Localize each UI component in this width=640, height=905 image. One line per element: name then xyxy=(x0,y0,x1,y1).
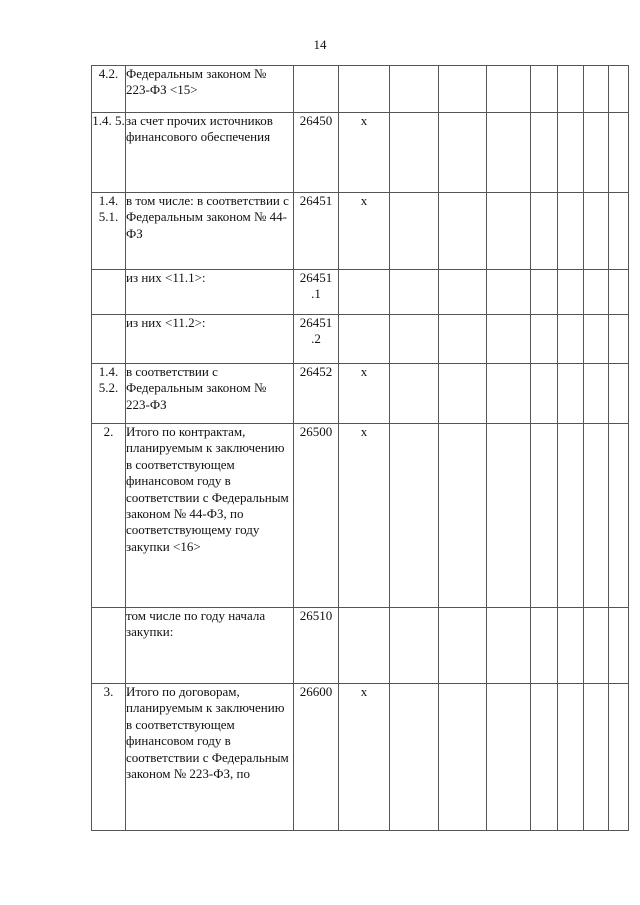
row-label: Итого по договорам, планируемым к заключению в соответствующем финансовом году в соответствии с Федеральным законом № 223-ФЗ, по xyxy=(126,684,294,831)
empty-cell xyxy=(390,113,439,193)
row-label: из них <11.1>: xyxy=(126,270,294,315)
table-row xyxy=(92,684,629,831)
empty-cell xyxy=(531,424,558,608)
row-x-mark: x xyxy=(339,684,390,831)
empty-cell xyxy=(584,113,609,193)
empty-cell xyxy=(487,608,531,684)
row-number xyxy=(92,608,126,684)
empty-cell xyxy=(609,608,629,684)
empty-cell xyxy=(531,270,558,315)
empty-cell xyxy=(439,270,487,315)
empty-cell xyxy=(439,113,487,193)
row-number xyxy=(92,270,126,315)
row-number: 2. xyxy=(92,424,126,608)
row-code: 26500 xyxy=(294,424,339,608)
row-x-mark xyxy=(339,66,390,113)
empty-cell xyxy=(558,113,584,193)
table-row xyxy=(92,315,629,364)
empty-cell xyxy=(487,424,531,608)
row-code: 26451 .2 xyxy=(294,315,339,364)
row-code: 26451 .1 xyxy=(294,270,339,315)
row-x-mark: x xyxy=(339,113,390,193)
row-number: 1.4. 5. xyxy=(92,113,126,193)
row-x-mark xyxy=(339,270,390,315)
empty-cell xyxy=(439,684,487,831)
empty-cell xyxy=(390,364,439,424)
empty-cell xyxy=(558,424,584,608)
table-row xyxy=(92,364,629,424)
empty-cell xyxy=(584,684,609,831)
empty-cell xyxy=(531,684,558,831)
row-label: том числе по году начала закупки: xyxy=(126,608,294,684)
empty-cell xyxy=(487,270,531,315)
row-code: 26451 xyxy=(294,193,339,270)
empty-cell xyxy=(609,364,629,424)
empty-cell xyxy=(439,424,487,608)
empty-cell xyxy=(487,315,531,364)
row-code: 26450 xyxy=(294,113,339,193)
empty-cell xyxy=(609,113,629,193)
row-x-mark: x xyxy=(339,364,390,424)
empty-cell xyxy=(439,608,487,684)
row-code: 26600 xyxy=(294,684,339,831)
page-number: 14 xyxy=(313,37,327,52)
empty-cell xyxy=(609,315,629,364)
row-label: в том числе: в соответствии с Федеральным законом № 44-ФЗ xyxy=(126,193,294,270)
empty-cell xyxy=(531,113,558,193)
row-x-mark: x xyxy=(339,193,390,270)
row-number: 3. xyxy=(92,684,126,831)
table-row xyxy=(92,424,629,608)
empty-cell xyxy=(558,193,584,270)
empty-cell xyxy=(487,113,531,193)
empty-cell xyxy=(390,270,439,315)
empty-cell xyxy=(487,193,531,270)
empty-cell xyxy=(558,364,584,424)
empty-cell xyxy=(558,315,584,364)
empty-cell xyxy=(390,193,439,270)
empty-cell xyxy=(390,424,439,608)
empty-cell xyxy=(584,315,609,364)
row-x-mark: x xyxy=(339,424,390,608)
table-row xyxy=(92,270,629,315)
empty-cell xyxy=(439,364,487,424)
row-number: 1.4. 5.1. xyxy=(92,193,126,270)
empty-cell xyxy=(487,684,531,831)
empty-cell xyxy=(584,364,609,424)
empty-cell xyxy=(531,315,558,364)
empty-cell xyxy=(609,193,629,270)
row-label: в соответствии с Федеральным законом № 223-ФЗ xyxy=(126,364,294,424)
table-row xyxy=(92,113,629,193)
empty-cell xyxy=(531,66,558,113)
empty-cell xyxy=(584,270,609,315)
row-x-mark xyxy=(339,315,390,364)
empty-cell xyxy=(390,315,439,364)
empty-cell xyxy=(584,608,609,684)
table-row xyxy=(92,66,629,113)
row-code xyxy=(294,66,339,113)
row-x-mark xyxy=(339,608,390,684)
row-number xyxy=(92,315,126,364)
empty-cell xyxy=(439,193,487,270)
empty-cell xyxy=(487,66,531,113)
row-number: 1.4. 5.2. xyxy=(92,364,126,424)
row-label: за счет прочих источников финансового обеспечения xyxy=(126,113,294,193)
empty-cell xyxy=(584,66,609,113)
empty-cell xyxy=(487,364,531,424)
empty-cell xyxy=(558,608,584,684)
empty-cell xyxy=(609,684,629,831)
empty-cell xyxy=(609,270,629,315)
table-row xyxy=(92,193,629,270)
table-row xyxy=(92,608,629,684)
empty-cell xyxy=(390,684,439,831)
empty-cell xyxy=(584,424,609,608)
empty-cell xyxy=(584,193,609,270)
empty-cell xyxy=(558,684,584,831)
row-label: Федеральным законом № 223-ФЗ <15> xyxy=(126,66,294,113)
empty-cell xyxy=(531,364,558,424)
empty-cell xyxy=(531,608,558,684)
row-label: из них <11.2>: xyxy=(126,315,294,364)
empty-cell xyxy=(609,66,629,113)
empty-cell xyxy=(439,66,487,113)
empty-cell xyxy=(531,193,558,270)
empty-cell xyxy=(390,66,439,113)
empty-cell xyxy=(609,424,629,608)
row-number: 4.2. xyxy=(92,66,126,113)
empty-cell xyxy=(390,608,439,684)
row-code: 26452 xyxy=(294,364,339,424)
row-label: Итого по контрактам, планируемым к заключению в соответствующем финансовом году в соответствии с Федеральным законом № 44-ФЗ, по соответствующему году закупки <16> xyxy=(126,424,294,608)
row-code: 26510 xyxy=(294,608,339,684)
empty-cell xyxy=(558,270,584,315)
empty-cell xyxy=(439,315,487,364)
form-table xyxy=(91,65,629,831)
empty-cell xyxy=(558,66,584,113)
